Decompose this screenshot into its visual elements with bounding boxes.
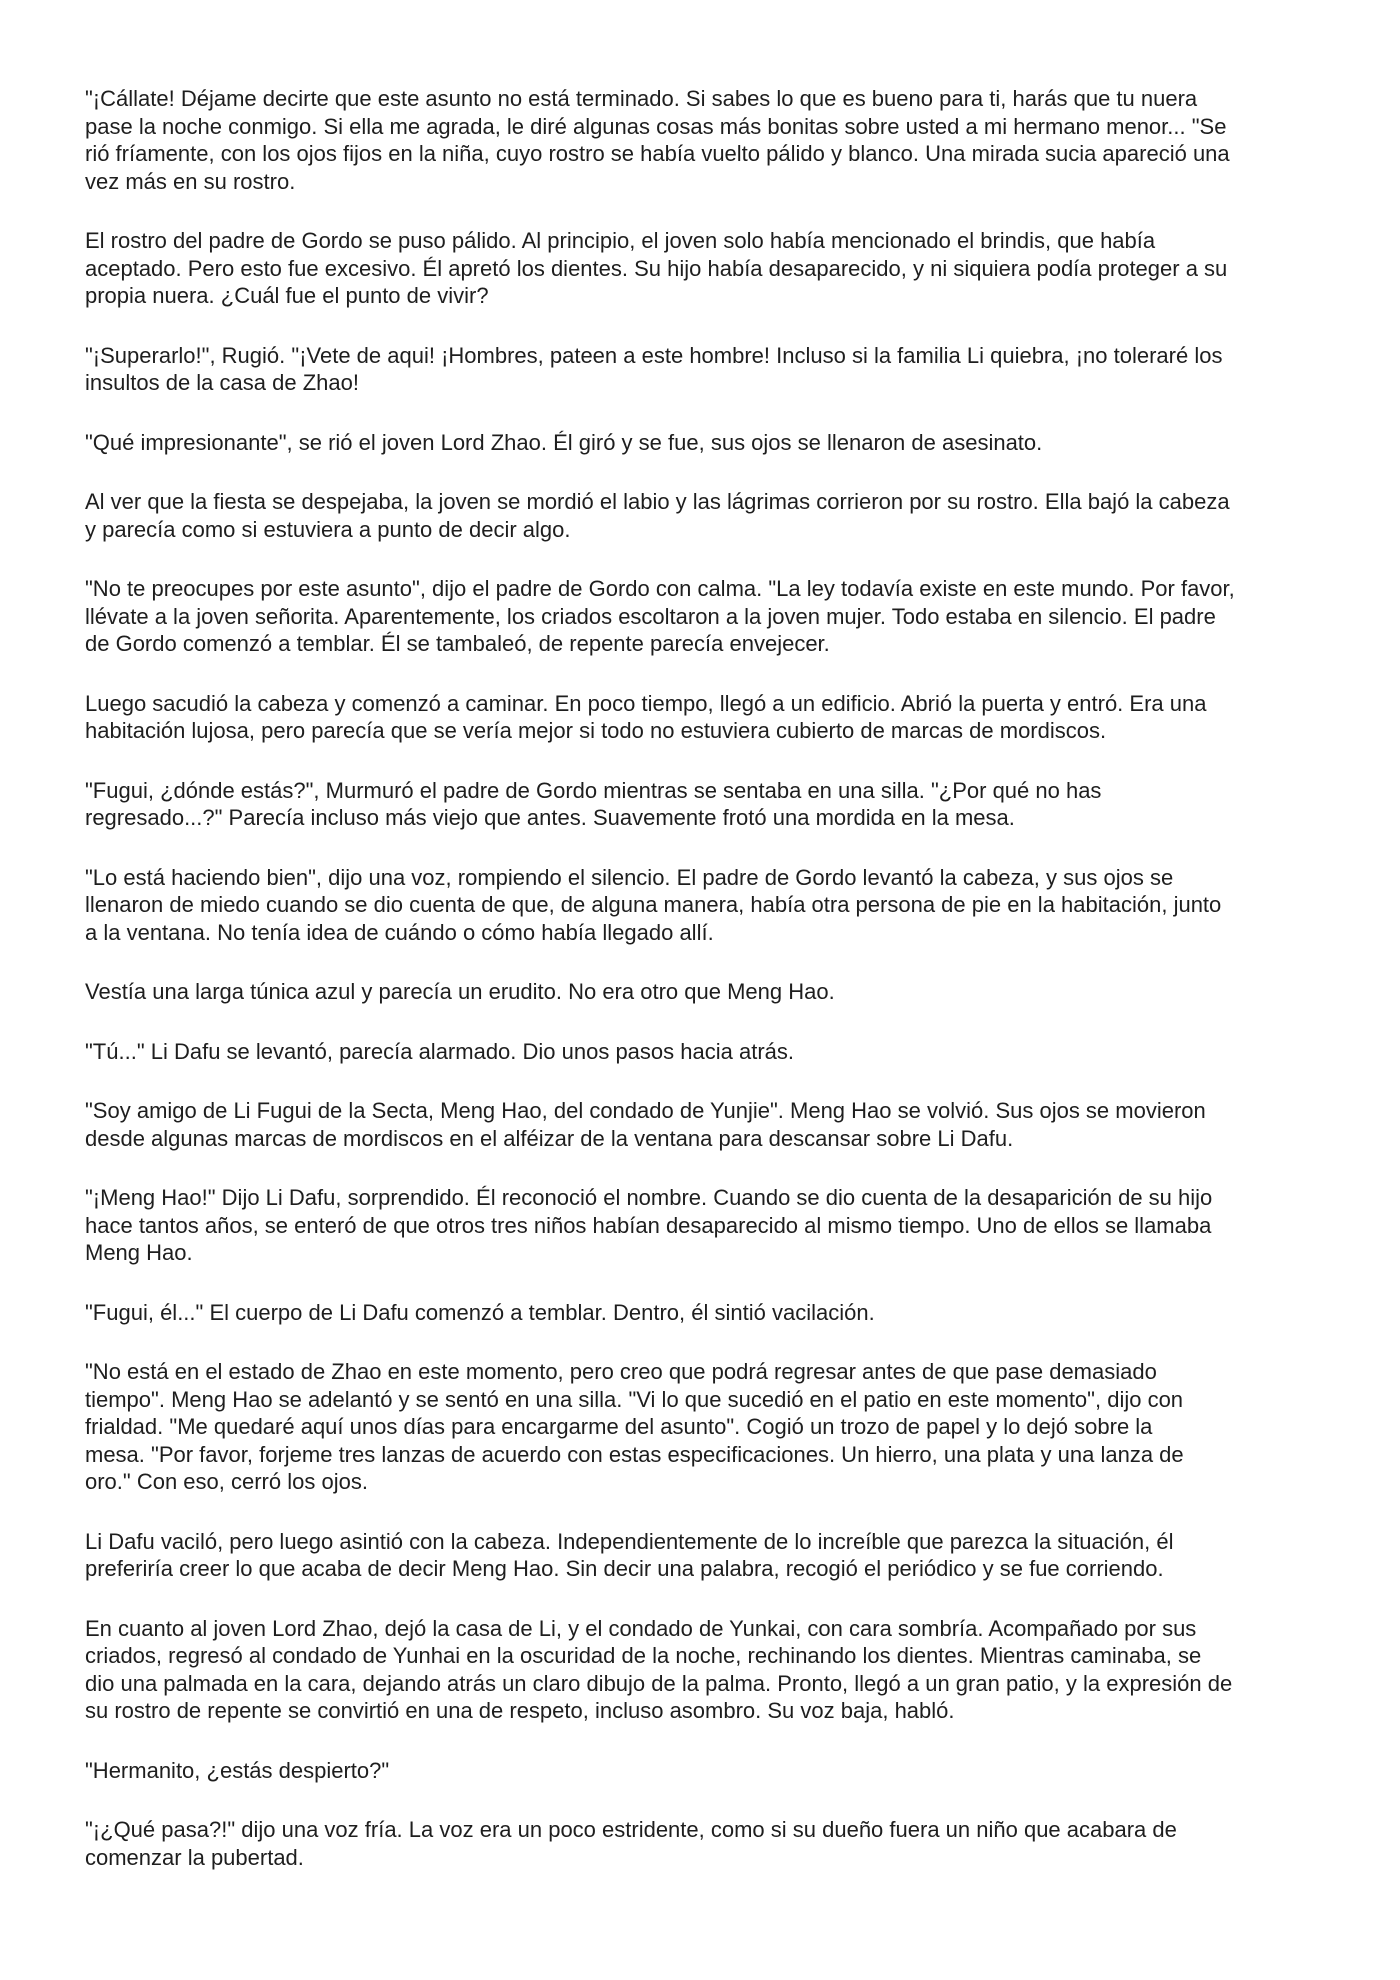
- document-body: [85, 85, 1340, 1871]
- text-line: "No está en el estado de Zhao en este momento, pero creo que podrá regresar antes de que pase demasiado: [85, 1359, 1157, 1384]
- paragraph: [85, 488, 1340, 543]
- text-line: aceptado. Pero esto fue excesivo. Él apretó los dientes. Su hijo había desaparecido, y ni siquiera podía proteger a su: [85, 255, 1228, 281]
- text-line: comenzar la pubertad.: [85, 1844, 304, 1870]
- text-line: hace tantos años, se enteró de que otros tres niños habían desaparecido al mismo tiempo. Uno de ellos se llamaba: [85, 1212, 1212, 1238]
- paragraph: [85, 1097, 1340, 1152]
- paragraph: [85, 978, 1340, 1006]
- text-line: propia nuera. ¿Cuál fue el punto de vivir?: [85, 283, 489, 308]
- paragraph: [85, 1615, 1340, 1725]
- text-line: "Lo está haciendo bien", dijo una voz, rompiendo el silencio. El padre de Gordo levantó la cabeza, y sus ojos se: [85, 864, 1174, 890]
- text-line: "Qué impresionante", se rió el joven Lord Zhao. Él giró y se fue, sus ojos se llenaron de asesinato.: [85, 429, 1043, 455]
- text-line: llenaron de miedo cuando se dio cuenta de que, de alguna manera, había otra persona de pie en la habitación, junto: [85, 892, 1222, 917]
- text-line: "Hermanito, ¿estás despierto?": [85, 1757, 390, 1783]
- text-line: oro." Con eso, cerró los ojos.: [85, 1469, 368, 1494]
- text-line: frialdad. "Me quedaré aquí unos días para encargarme del asunto". Cogió un trozo de papel y lo dejó sobre la: [85, 1414, 1153, 1439]
- text-line: rió fríamente, con los ojos fijos en la niña, cuyo rostro se había vuelto pálido y blanco. Una mirada sucia apareció una: [85, 141, 1230, 166]
- paragraph: [85, 85, 1340, 195]
- text-line: Vestía una larga túnica azul y parecía un erudito. No era otro que Meng Hao.: [85, 979, 835, 1004]
- text-line: vez más en su rostro.: [85, 168, 296, 194]
- paragraph: [85, 429, 1340, 457]
- text-line: "¡¿Qué pasa?!" dijo una voz fría. La voz era un poco estridente, como si su dueño fuera un niño que acabara de: [85, 1817, 1177, 1842]
- text-line: "Fugui, ¿dónde estás?", Murmuró el padre de Gordo mientras se sentaba en una silla. "¿Por qué no has: [85, 777, 1102, 803]
- paragraph: [85, 1816, 1340, 1871]
- text-line: En cuanto al joven Lord Zhao, dejó la casa de Li, y el condado de Yunkai, con cara sombría. Acompañado por sus: [85, 1615, 1197, 1641]
- text-line: habitación lujosa, pero parecía que se vería mejor si todo no estuviera cubierto de marcas de mordiscos.: [85, 718, 1107, 743]
- paragraph: [85, 227, 1340, 310]
- text-line: y parecía como si estuviera a punto de decir algo.: [85, 516, 571, 542]
- text-line: pase la noche conmigo. Si ella me agrada, le diré algunas cosas más bonitas sobre usted a mi hermano menor... "Se: [85, 113, 1227, 139]
- text-line: "¡Meng Hao!" Dijo Li Dafu, sorprendido. Él reconoció el nombre. Cuando se dio cuenta de la desaparición de su hijo: [85, 1185, 1213, 1210]
- text-line: su rostro de repente se convirtió en una de respeto, incluso asombro. Su voz baja, habló.: [85, 1698, 955, 1723]
- text-line: regresado...?" Parecía incluso más viejo que antes. Suavemente frotó una mordida en la mesa.: [85, 805, 1015, 830]
- text-line: "¡Superarlo!", Rugió. "¡Vete de aqui! ¡Hombres, pateen a este hombre! Incluso si la familia Li quiebra, ¡no toleraré los: [85, 342, 1223, 368]
- text-line: tiempo". Meng Hao se adelantó y se sentó en una silla. "Vi lo que sucedió en el patio en este momento", dijo con: [85, 1386, 1184, 1412]
- paragraph: [85, 864, 1340, 947]
- paragraph: [85, 1038, 1340, 1066]
- paragraph: [85, 690, 1340, 745]
- text-line: "No te preocupes por este asunto", dijo el padre de Gordo con calma. "La ley todavía existe en este mundo. Por favor,: [85, 576, 1235, 601]
- text-line: "Soy amigo de Li Fugui de la Secta, Meng Hao, del condado de Yunjie". Meng Hao se volvió. Sus ojos se movieron: [85, 1098, 1206, 1123]
- text-line: preferiría creer lo que acaba de decir Meng Hao. Sin decir una palabra, recogió el periódico y se fue corriendo.: [85, 1556, 1164, 1581]
- text-line: llévate a la joven señorita. Aparentemente, los criados escoltaron a la joven mujer. Todo estaba en silencio. El padre: [85, 603, 1216, 629]
- text-line: El rostro del padre de Gordo se puso pálido. Al principio, el joven solo había mencionado el brindis, que había: [85, 228, 1156, 253]
- text-line: criados, regresó al condado de Yunhai en la oscuridad de la noche, rechinando los dientes. Mientras caminaba, se: [85, 1643, 1202, 1668]
- text-line: Luego sacudió la cabeza y comenzó a caminar. En poco tiempo, llegó a un edificio. Abrió la puerta y entró. Era una: [85, 690, 1207, 716]
- text-line: "¡Cállate! Déjame decirte que este asunto no está terminado. Si sabes lo que es bueno para ti, harás que tu nuera: [85, 86, 1198, 111]
- text-line: "Fugui, él..." El cuerpo de Li Dafu comenzó a temblar. Dentro, él sintió vacilación.: [85, 1299, 875, 1325]
- text-line: dio una palmada en la cara, dejando atrás un claro dibujo de la palma. Pronto, llegó a un gran patio, y la expresión de: [85, 1670, 1233, 1696]
- text-line: "Tú..." Li Dafu se levantó, parecía alarmado. Dio unos pasos hacia atrás.: [85, 1038, 794, 1064]
- text-line: mesa. "Por favor, forjeme tres lanzas de acuerdo con estas especificaciones. Un hierro, una plata y una lanza de: [85, 1441, 1184, 1467]
- paragraph: [85, 575, 1340, 658]
- text-line: Al ver que la fiesta se despejaba, la joven se mordió el labio y las lágrimas corrieron por su rostro. Ella bajó la cabeza: [85, 489, 1230, 514]
- text-line: insultos de la casa de Zhao!: [85, 370, 359, 395]
- paragraph: [85, 1184, 1340, 1267]
- text-line: a la ventana. No tenía idea de cuándo o cómo había llegado allí.: [85, 919, 714, 945]
- text-line: Li Dafu vaciló, pero luego asintió con la cabeza. Independientemente de lo increíble que parezca la situación, él: [85, 1528, 1174, 1554]
- paragraph: [85, 1528, 1340, 1583]
- paragraph: [85, 1358, 1340, 1496]
- paragraph: [85, 342, 1340, 397]
- paragraph: [85, 777, 1340, 832]
- paragraph: [85, 1757, 1340, 1785]
- text-line: desde algunas marcas de mordiscos en el alféizar de la ventana para descansar sobre Li Dafu.: [85, 1125, 1014, 1151]
- text-line: Meng Hao.: [85, 1240, 193, 1265]
- paragraph: [85, 1299, 1340, 1327]
- text-line: de Gordo comenzó a temblar. Él se tambaleó, de repente parecía envejecer.: [85, 631, 830, 656]
